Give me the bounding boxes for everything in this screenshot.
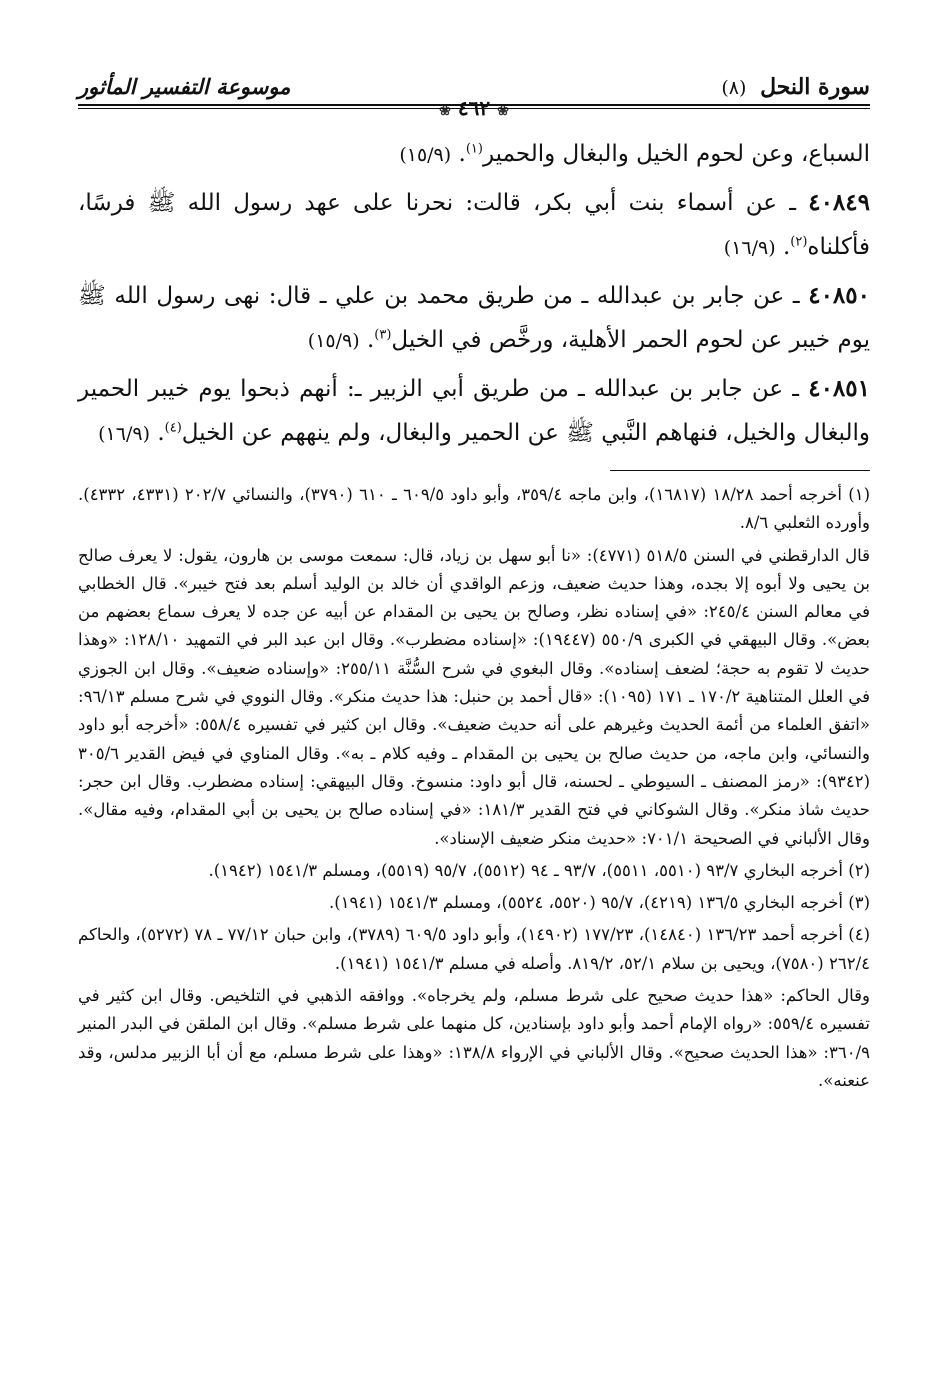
hadith-number: ٤٠٨٥٠	[808, 282, 870, 309]
punctuation: .	[782, 234, 791, 260]
main-text	[78, 132, 870, 456]
paragraph-text: ـ عن جابر بن عبدالله ـ من طريق أبي الزبير ـ: أنهم ذبحوا يوم خيبر الحمير والبغال والخيل، فنهاهم النَّبي ﷺ عن الحمير والبغال، ولم ينههم عن الخيل	[78, 376, 870, 446]
volume-reference: (١٥/٩)	[307, 330, 360, 352]
volume-reference: (١٥/٩)	[399, 144, 452, 166]
paragraph	[78, 132, 870, 177]
footnote: وقال الحاكم: «هذا حديث صحيح على شرط مسلم، ولم يخرجاه». ووافقه الذهبي في التلخيص. وقال ابن كثير في تفسيره ٥٥٩/٤: «رواه الإمام أحمد وأبو داود بإسنادين، كل منهما على شرط مسلم». وقال ابن الملقن في البدر المنير ٣٦٠/٩: «هذا الحديث صحيح». وقال الألباني في الإرواء ١٣٨/٨: «وهذا على شرط مسلم، مع أن أبا الزبير مدلس، وقد عنعنه».	[78, 986, 870, 1090]
footnote: (١) أخرجه أحمد ١٨/٢٨ (١٦٨١٧)، وابن ماجه ٣٥٩/٤، وأبو داود ٦٠٩/٥ ـ ٦١٠ (٣٧٩٠)، والنسائي ٢٠٢/٧ (٤٣٣١، ٤٣٣٢). وأورده الثعلبي ٨/٦.	[78, 485, 870, 533]
header-rule-thin	[78, 108, 870, 109]
page	[78, 68, 870, 1358]
footnote: قال الدارقطني في السنن ٥١٨/٥ (٤٧٧١): «نا أبو سهل بن زياد، قال: سمعت موسى بن هارون، يقول: لا يعرف صالح بن يحيى ولا أبوه إلا بجده، وهذا حديث ضعيف، وزعم الواقدي أن خالد بن الوليد أسلم بعد فتح خيبر». قال الخطابي في معالم السنن ٢٤٥/٤: «في إسناده نظر، وصالح بن يحيى بن المقدام عن أبيه عن جده لا يعرف سماع بعضهم من بعض». وقال البيهقي في الكبرى ٥٥٠/٩ (١٩٤٤٧): «إسناده مضطرب». وقال ابن عبد البر في التمهيد ١٢٨/١٠: «وهذا حديث لا تقوم به حجة؛ لضعف إسناده». وقال البغوي في شرح السُّنَّة ٢٥٥/١١: «وإسناده ضعيف». وقال ابن الجوزي في العلل المتناهية ١٧٠/٢ ـ ١٧١ (١٠٩٥): «قال أحمد بن حنبل: هذا حديث منكر». وقال النووي في شرح مسلم ٩٦/١٣: «اتفق العلماء من أئمة الحديث وغيرهم على أنه حديث ضعيف». وقال ابن كثير في تفسيره ٥٥٨/٤: «أخرجه أبو داود والنسائي، وابن ماجه، من حديث صالح بن يحيى بن المقدام ـ وفيه كلام ـ به». وقال المناوي في فيض القدير ٣٠٥/٦ (٩٣٤٢): «رمز المصنف ـ السيوطي ـ لحسنه، قال أبو داود: منسوخ. وقال البيهقي: إسناده مضطرب. وقال ابن حجر: حديث شاذ منكر». وقال الشوكاني في فتح القدير ١٨١/٣: «في إسناده صالح بن يحيى بن أبي المقدام، وفيه مقال». وقال الألباني في الصحيحة ٧٠١/١: «حديث منكر ضعيف الإسناد».	[78, 545, 871, 848]
page-number: ٤٦٢	[457, 96, 491, 120]
ornament-icon: ❀	[497, 103, 509, 119]
paragraph	[78, 367, 870, 456]
footnote-marker: (٤)	[164, 420, 182, 436]
paragraph	[78, 274, 870, 363]
footnote-marker: (٣)	[374, 327, 392, 343]
footnotes	[78, 481, 870, 1095]
book-title: موسوعة التفسير المأثور	[78, 74, 291, 99]
paragraph-text: ـ عن جابر بن عبدالله ـ من طريق محمد بن علي ـ قال: نهى رسول الله ﷺ يوم خيبر عن لحوم الحمر الأهلية، ورخَّص في الخيل	[78, 283, 870, 353]
footnote: (٣) أخرجه البخاري ١٣٦/٥ (٤٢١٩)، ٩٥/٧ (٥٥٢٠، ٥٥٢٤)، ومسلم ١٥٤١/٣ (١٩٤١).	[328, 893, 870, 913]
paragraph	[78, 181, 870, 270]
volume-reference: (١٦/٩)	[723, 237, 776, 259]
running-header	[78, 68, 870, 120]
paragraph-text: ـ عن أسماء بنت أبي بكر، قالت: نحرنا على عهد رسول الله ﷺ فرسًا، فأكلناه	[78, 190, 870, 260]
paragraph-text: السباع، وعن لحوم الخيل والبغال والحمير	[482, 141, 870, 167]
hadith-number: ٤٠٨٤٩	[808, 189, 870, 216]
punctuation: .	[157, 420, 165, 446]
header-rule	[78, 104, 870, 106]
hadith-number: ٤٠٨٥١	[808, 375, 870, 402]
punctuation: .	[458, 141, 466, 167]
footnote-separator	[610, 470, 870, 471]
volume-reference: (١٦/٩)	[98, 423, 150, 445]
punctuation: .	[366, 327, 375, 353]
surah-name: سورة النحل	[760, 74, 870, 100]
footnote: (٤) أخرجه أحمد ١٣٦/٢٣ (١٤٨٤٠)، ١٧٧/٢٣ (١٤٩٠٢)، وأبو داود ٦٠٩/٥ (٣٧٨٩)، وابن حبان ٧٧/١٢ ـ ٧٨ (٥٢٧٢)، والحاكم ٢٦٢/٤ (٧٥٨٠)، ويحيى بن سلام ٥٢/١، ٨١٩/٢. وأصله في مسلم ١٥٤١/٣ (١٩٤١).	[78, 925, 870, 973]
footnote: (٢) أخرجه البخاري ٩٣/٧ (٥٥١٠، ٥٥١١)، ٩٣/٧ ـ ٩٤ (٥٥١٢)، ٩٥/٧ (٥٥١٩)، ومسلم ١٥٤١/٣ (١٩٤٢).	[208, 860, 870, 880]
footnote-marker: (٢)	[790, 234, 808, 250]
ornament-icon: ❀	[439, 103, 451, 119]
footnote-marker: (١)	[465, 141, 483, 157]
surah-number: (٨)	[721, 77, 747, 99]
